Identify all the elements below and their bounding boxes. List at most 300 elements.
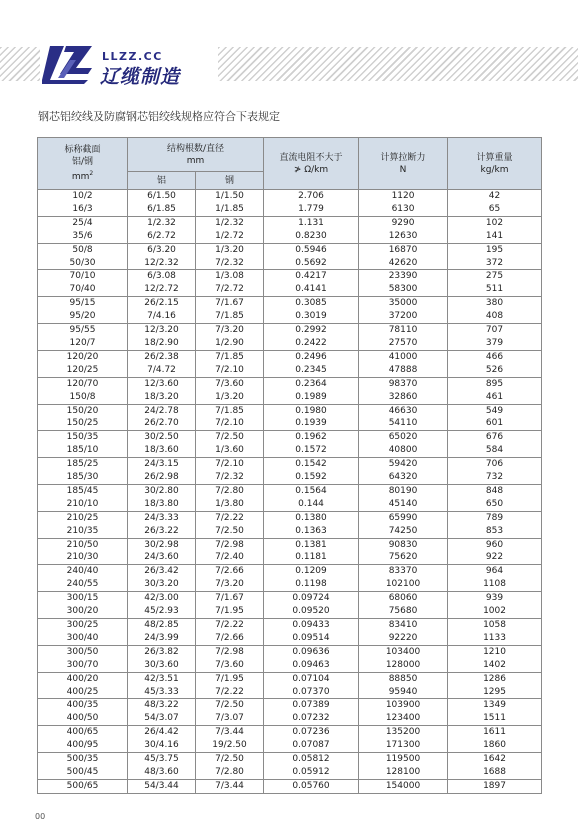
cell-section: 95/20 xyxy=(38,310,128,323)
cell-al-structure: 6/2.72 xyxy=(128,230,196,243)
cell-section: 210/30 xyxy=(38,551,128,564)
table-row xyxy=(38,324,542,337)
table-row xyxy=(38,645,542,658)
cell-steel-structure: 1/3.20 xyxy=(196,391,264,404)
table-row xyxy=(38,310,542,323)
cell-al-structure: 54/3.07 xyxy=(128,712,196,725)
cell-resistance: 0.1198 xyxy=(264,578,359,591)
cell-breaking-force: 42620 xyxy=(359,257,448,270)
table-row xyxy=(38,190,542,203)
header-weight xyxy=(448,138,542,190)
cell-section: 185/25 xyxy=(38,458,128,471)
cell-resistance: 0.8230 xyxy=(264,230,359,243)
cell-steel-structure: 7/2.32 xyxy=(196,257,264,270)
table-row xyxy=(38,283,542,296)
cell-breaking-force: 12630 xyxy=(359,230,448,243)
cell-resistance: 0.09520 xyxy=(264,605,359,618)
cell-steel-structure: 7/2.50 xyxy=(196,753,264,766)
cell-steel-structure: 7/1.85 xyxy=(196,350,264,363)
cell-breaking-force: 95940 xyxy=(359,686,448,699)
table-row xyxy=(38,511,542,524)
header-breaking-force xyxy=(359,138,448,190)
cell-section: 185/45 xyxy=(38,484,128,497)
specification-table xyxy=(37,137,542,794)
cell-breaking-force: 65990 xyxy=(359,511,448,524)
cell-section: 240/55 xyxy=(38,578,128,591)
cell-breaking-force: 83370 xyxy=(359,565,448,578)
cell-section: 300/25 xyxy=(38,619,128,632)
cell-steel-structure: 7/2.80 xyxy=(196,484,264,497)
cell-al-structure: 18/3.60 xyxy=(128,444,196,457)
header-weight-line2: kg/km xyxy=(480,164,509,175)
cell-weight: 141 xyxy=(448,230,542,243)
cell-section: 185/30 xyxy=(38,471,128,484)
cell-resistance: 0.05760 xyxy=(264,779,359,793)
cell-al-structure: 12/2.72 xyxy=(128,283,196,296)
cell-resistance: 0.4217 xyxy=(264,270,359,283)
table-row xyxy=(38,257,542,270)
cell-resistance: 0.3019 xyxy=(264,310,359,323)
cell-steel-structure: 7/1.67 xyxy=(196,297,264,310)
cell-steel-structure: 1/3.08 xyxy=(196,270,264,283)
cell-weight: 706 xyxy=(448,458,542,471)
table-row xyxy=(38,444,542,457)
header-structure-line1: 结构根数/直径 xyxy=(166,143,225,154)
table-row xyxy=(38,391,542,404)
cell-al-structure: 26/3.82 xyxy=(128,645,196,658)
cell-steel-structure: 7/3.44 xyxy=(196,779,264,793)
cell-al-structure: 24/3.60 xyxy=(128,551,196,564)
cell-resistance: 0.144 xyxy=(264,498,359,511)
cell-resistance: 0.07370 xyxy=(264,686,359,699)
cell-resistance: 0.1542 xyxy=(264,458,359,471)
cell-weight: 922 xyxy=(448,551,542,564)
table-row xyxy=(38,699,542,712)
cell-section: 70/40 xyxy=(38,283,128,296)
table-row xyxy=(38,216,542,229)
cell-weight: 379 xyxy=(448,337,542,350)
cell-steel-structure: 1/3.80 xyxy=(196,498,264,511)
cell-resistance: 0.3085 xyxy=(264,297,359,310)
cell-section: 240/40 xyxy=(38,565,128,578)
cell-al-structure: 24/3.15 xyxy=(128,458,196,471)
cell-weight: 848 xyxy=(448,484,542,497)
cell-al-structure: 26/3.22 xyxy=(128,525,196,538)
table-row xyxy=(38,377,542,390)
cell-weight: 1286 xyxy=(448,672,542,685)
cell-al-structure: 12/3.60 xyxy=(128,377,196,390)
cell-resistance: 0.2992 xyxy=(264,324,359,337)
table-row xyxy=(38,565,542,578)
logo-chinese-text: 辽缆制造 xyxy=(100,66,181,88)
table-header xyxy=(38,138,542,190)
cell-breaking-force: 90830 xyxy=(359,538,448,551)
cell-weight: 960 xyxy=(448,538,542,551)
cell-al-structure: 18/3.80 xyxy=(128,498,196,511)
header-section-unit-text: mm xyxy=(71,172,90,182)
cell-resistance: 0.09514 xyxy=(264,632,359,645)
table-row xyxy=(38,337,542,350)
cell-breaking-force: 54110 xyxy=(359,417,448,430)
cell-al-structure: 26/2.38 xyxy=(128,350,196,363)
cell-breaking-force: 88850 xyxy=(359,672,448,685)
cell-breaking-force: 128000 xyxy=(359,659,448,672)
cell-section: 120/70 xyxy=(38,377,128,390)
cell-steel-structure: 7/2.22 xyxy=(196,686,264,699)
cell-al-structure: 6/3.08 xyxy=(128,270,196,283)
header-structure-line2: mm xyxy=(186,155,205,166)
cell-section: 150/20 xyxy=(38,404,128,417)
cell-breaking-force: 75680 xyxy=(359,605,448,618)
cell-breaking-force: 27570 xyxy=(359,337,448,350)
cell-section: 210/10 xyxy=(38,498,128,511)
table-row xyxy=(38,471,542,484)
cell-steel-structure: 1/3.60 xyxy=(196,444,264,457)
table-row xyxy=(38,525,542,538)
cell-breaking-force: 46630 xyxy=(359,404,448,417)
table-row xyxy=(38,551,542,564)
cell-steel-structure: 7/3.20 xyxy=(196,324,264,337)
page-header xyxy=(0,0,578,100)
cell-section: 16/3 xyxy=(38,203,128,216)
cell-section: 95/55 xyxy=(38,324,128,337)
header-resistance-line1: 直流电阻不大于 xyxy=(279,152,343,163)
cell-steel-structure: 7/2.10 xyxy=(196,417,264,430)
cell-resistance: 0.4141 xyxy=(264,283,359,296)
cell-weight: 1210 xyxy=(448,645,542,658)
cell-steel-structure: 7/2.50 xyxy=(196,525,264,538)
cell-weight: 895 xyxy=(448,377,542,390)
cell-breaking-force: 23390 xyxy=(359,270,448,283)
cell-section: 400/35 xyxy=(38,699,128,712)
table-row xyxy=(38,726,542,739)
cell-breaking-force: 75620 xyxy=(359,551,448,564)
cell-weight: 1611 xyxy=(448,726,542,739)
cell-breaking-force: 102100 xyxy=(359,578,448,591)
cell-breaking-force: 98370 xyxy=(359,377,448,390)
cell-resistance: 0.1363 xyxy=(264,525,359,538)
cell-al-structure: 48/3.22 xyxy=(128,699,196,712)
table-row xyxy=(38,458,542,471)
table-row xyxy=(38,484,542,497)
header-structure xyxy=(128,138,264,172)
header-stripe-right xyxy=(218,47,578,81)
cell-section: 150/35 xyxy=(38,431,128,444)
cell-weight: 275 xyxy=(448,270,542,283)
cell-al-structure: 54/3.44 xyxy=(128,779,196,793)
cell-section: 300/50 xyxy=(38,645,128,658)
header-section-unit xyxy=(38,168,127,183)
cell-breaking-force: 9290 xyxy=(359,216,448,229)
cell-steel-structure: 7/1.67 xyxy=(196,592,264,605)
cell-al-structure: 26/4.42 xyxy=(128,726,196,739)
cell-resistance: 0.2364 xyxy=(264,377,359,390)
cell-steel-structure: 7/3.07 xyxy=(196,712,264,725)
cell-steel-structure: 19/2.50 xyxy=(196,739,264,752)
header-steel: 钢 xyxy=(196,172,264,190)
cell-weight: 584 xyxy=(448,444,542,457)
cell-al-structure: 30/3.20 xyxy=(128,578,196,591)
cell-al-structure: 6/3.20 xyxy=(128,243,196,256)
table-row xyxy=(38,578,542,591)
cell-steel-structure: 7/2.10 xyxy=(196,364,264,377)
cell-section: 150/8 xyxy=(38,391,128,404)
cell-al-structure: 30/3.60 xyxy=(128,659,196,672)
cell-weight: 650 xyxy=(448,498,542,511)
cell-resistance: 0.09724 xyxy=(264,592,359,605)
cell-al-structure: 42/3.00 xyxy=(128,592,196,605)
table-row xyxy=(38,538,542,551)
cell-weight: 65 xyxy=(448,203,542,216)
header-resistance-line2: ≯ Ω/km xyxy=(293,164,329,175)
cell-al-structure: 26/3.42 xyxy=(128,565,196,578)
cell-breaking-force: 47888 xyxy=(359,364,448,377)
cell-al-structure: 30/2.80 xyxy=(128,484,196,497)
cell-steel-structure: 7/2.10 xyxy=(196,458,264,471)
cell-al-structure: 7/4.72 xyxy=(128,364,196,377)
cell-steel-structure: 7/2.98 xyxy=(196,538,264,551)
cell-section: 500/65 xyxy=(38,779,128,793)
cell-weight: 1688 xyxy=(448,766,542,779)
cell-al-structure: 12/2.32 xyxy=(128,257,196,270)
cell-section: 185/10 xyxy=(38,444,128,457)
cell-resistance: 0.07389 xyxy=(264,699,359,712)
cell-breaking-force: 58300 xyxy=(359,283,448,296)
cell-breaking-force: 123400 xyxy=(359,712,448,725)
cell-al-structure: 26/2.70 xyxy=(128,417,196,430)
cell-steel-structure: 7/2.66 xyxy=(196,632,264,645)
cell-breaking-force: 103400 xyxy=(359,645,448,658)
table-row xyxy=(38,632,542,645)
cell-resistance: 0.09463 xyxy=(264,659,359,672)
table-row xyxy=(38,404,542,417)
cell-al-structure: 12/3.20 xyxy=(128,324,196,337)
cell-breaking-force: 45140 xyxy=(359,498,448,511)
cell-steel-structure: 1/2.90 xyxy=(196,337,264,350)
cell-resistance: 0.2496 xyxy=(264,350,359,363)
cell-weight: 1402 xyxy=(448,659,542,672)
cell-resistance: 0.09636 xyxy=(264,645,359,658)
cell-steel-structure: 7/2.66 xyxy=(196,565,264,578)
cell-al-structure: 45/2.93 xyxy=(128,605,196,618)
cell-resistance: 0.05812 xyxy=(264,753,359,766)
cell-steel-structure: 7/3.44 xyxy=(196,726,264,739)
cell-al-structure: 42/3.51 xyxy=(128,672,196,685)
cell-steel-structure: 7/2.80 xyxy=(196,766,264,779)
table-row xyxy=(38,672,542,685)
cell-al-structure: 6/1.85 xyxy=(128,203,196,216)
company-logo-icon xyxy=(40,40,100,86)
table-row xyxy=(38,686,542,699)
cell-al-structure: 7/4.16 xyxy=(128,310,196,323)
table-row xyxy=(38,270,542,283)
cell-resistance: 0.1572 xyxy=(264,444,359,457)
cell-weight: 380 xyxy=(448,297,542,310)
cell-resistance: 0.5946 xyxy=(264,243,359,256)
cell-resistance: 0.1564 xyxy=(264,484,359,497)
cell-section: 120/20 xyxy=(38,350,128,363)
cell-al-structure: 30/2.50 xyxy=(128,431,196,444)
cell-weight: 42 xyxy=(448,190,542,203)
cell-weight: 511 xyxy=(448,283,542,296)
cell-al-structure: 48/2.85 xyxy=(128,619,196,632)
cell-breaking-force: 80190 xyxy=(359,484,448,497)
cell-steel-structure: 7/2.50 xyxy=(196,431,264,444)
cell-section: 500/35 xyxy=(38,753,128,766)
cell-breaking-force: 119500 xyxy=(359,753,448,766)
cell-resistance: 0.1592 xyxy=(264,471,359,484)
cell-weight: 1108 xyxy=(448,578,542,591)
cell-resistance: 0.09433 xyxy=(264,619,359,632)
cell-resistance: 0.1181 xyxy=(264,551,359,564)
table-row xyxy=(38,498,542,511)
cell-al-structure: 6/1.50 xyxy=(128,190,196,203)
table-row xyxy=(38,712,542,725)
table-row xyxy=(38,230,542,243)
cell-al-structure: 30/4.16 xyxy=(128,739,196,752)
cell-weight: 526 xyxy=(448,364,542,377)
cell-al-structure: 24/3.33 xyxy=(128,511,196,524)
table-row xyxy=(38,297,542,310)
cell-section: 300/20 xyxy=(38,605,128,618)
cell-section: 210/25 xyxy=(38,511,128,524)
cell-resistance: 0.2345 xyxy=(264,364,359,377)
cell-section: 50/30 xyxy=(38,257,128,270)
cell-breaking-force: 16870 xyxy=(359,243,448,256)
table-row xyxy=(38,417,542,430)
cell-section: 400/95 xyxy=(38,739,128,752)
cell-weight: 707 xyxy=(448,324,542,337)
table-row xyxy=(38,364,542,377)
cell-weight: 549 xyxy=(448,404,542,417)
table-body xyxy=(38,190,542,794)
cell-section: 400/25 xyxy=(38,686,128,699)
table-row xyxy=(38,753,542,766)
cell-weight: 102 xyxy=(448,216,542,229)
cell-section: 50/8 xyxy=(38,243,128,256)
cell-breaking-force: 128100 xyxy=(359,766,448,779)
cell-al-structure: 24/2.78 xyxy=(128,404,196,417)
cell-steel-structure: 7/3.20 xyxy=(196,578,264,591)
cell-al-structure: 26/2.98 xyxy=(128,471,196,484)
table-row xyxy=(38,592,542,605)
cell-section: 300/40 xyxy=(38,632,128,645)
table-row xyxy=(38,350,542,363)
cell-breaking-force: 171300 xyxy=(359,739,448,752)
cell-breaking-force: 83410 xyxy=(359,619,448,632)
header-section-line1: 标称截面 xyxy=(64,145,101,155)
cell-al-structure: 30/2.98 xyxy=(128,538,196,551)
cell-section: 400/20 xyxy=(38,672,128,685)
cell-breaking-force: 6130 xyxy=(359,203,448,216)
cell-breaking-force: 40800 xyxy=(359,444,448,457)
cell-steel-structure: 1/1.50 xyxy=(196,190,264,203)
cell-breaking-force: 35000 xyxy=(359,297,448,310)
cell-resistance: 0.05912 xyxy=(264,766,359,779)
cell-section: 210/35 xyxy=(38,525,128,538)
cell-weight: 372 xyxy=(448,257,542,270)
header-weight-line1: 计算重量 xyxy=(476,152,513,163)
cell-section: 150/25 xyxy=(38,417,128,430)
cell-weight: 461 xyxy=(448,391,542,404)
cell-weight: 1058 xyxy=(448,619,542,632)
cell-breaking-force: 37200 xyxy=(359,310,448,323)
cell-section: 10/2 xyxy=(38,190,128,203)
cell-resistance: 1.779 xyxy=(264,203,359,216)
cell-steel-structure: 1/3.20 xyxy=(196,243,264,256)
table-row xyxy=(38,766,542,779)
logo-latin-text: LLZZ.CC xyxy=(102,50,163,63)
cell-steel-structure: 7/2.32 xyxy=(196,471,264,484)
cell-steel-structure: 7/1.95 xyxy=(196,605,264,618)
table-row xyxy=(38,779,542,793)
cell-weight: 964 xyxy=(448,565,542,578)
cell-resistance: 0.1209 xyxy=(264,565,359,578)
cell-steel-structure: 7/2.98 xyxy=(196,645,264,658)
cell-al-structure: 45/3.33 xyxy=(128,686,196,699)
cell-steel-structure: 7/2.40 xyxy=(196,551,264,564)
table-row xyxy=(38,659,542,672)
cell-resistance: 0.07232 xyxy=(264,712,359,725)
header-section-unit-sup: 2 xyxy=(89,170,94,177)
cell-resistance: 0.1381 xyxy=(264,538,359,551)
header-resistance xyxy=(264,138,359,190)
cell-steel-structure: 7/2.22 xyxy=(196,511,264,524)
table-row xyxy=(38,605,542,618)
cell-weight: 1642 xyxy=(448,753,542,766)
cell-weight: 1860 xyxy=(448,739,542,752)
cell-section: 300/15 xyxy=(38,592,128,605)
cell-resistance: 0.07236 xyxy=(264,726,359,739)
cell-breaking-force: 65020 xyxy=(359,431,448,444)
cell-breaking-force: 59420 xyxy=(359,458,448,471)
cell-section: 25/4 xyxy=(38,216,128,229)
cell-weight: 1349 xyxy=(448,699,542,712)
cell-weight: 1002 xyxy=(448,605,542,618)
table-row xyxy=(38,203,542,216)
cell-steel-structure: 7/2.72 xyxy=(196,283,264,296)
cell-steel-structure: 7/1.85 xyxy=(196,404,264,417)
cell-weight: 195 xyxy=(448,243,542,256)
cell-breaking-force: 74250 xyxy=(359,525,448,538)
table-row xyxy=(38,619,542,632)
cell-weight: 1295 xyxy=(448,686,542,699)
cell-breaking-force: 64320 xyxy=(359,471,448,484)
cell-steel-structure: 1/2.72 xyxy=(196,230,264,243)
header-breaking-line1: 计算拉断力 xyxy=(380,152,426,163)
cell-breaking-force: 154000 xyxy=(359,779,448,793)
cell-resistance: 0.1380 xyxy=(264,511,359,524)
cell-weight: 601 xyxy=(448,417,542,430)
cell-weight: 789 xyxy=(448,511,542,524)
cell-weight: 1511 xyxy=(448,712,542,725)
table-row xyxy=(38,739,542,752)
cell-section: 300/70 xyxy=(38,659,128,672)
cell-resistance: 2.706 xyxy=(264,190,359,203)
cell-resistance: 0.1989 xyxy=(264,391,359,404)
cell-al-structure: 24/3.99 xyxy=(128,632,196,645)
cell-section: 120/25 xyxy=(38,364,128,377)
cell-resistance: 0.1939 xyxy=(264,417,359,430)
cell-steel-structure: 1/1.85 xyxy=(196,203,264,216)
header-section-line2: 铝/钢 xyxy=(71,157,94,167)
cell-breaking-force: 41000 xyxy=(359,350,448,363)
cell-breaking-force: 135200 xyxy=(359,726,448,739)
cell-section: 500/45 xyxy=(38,766,128,779)
cell-weight: 1897 xyxy=(448,779,542,793)
cell-section: 120/7 xyxy=(38,337,128,350)
cell-al-structure: 45/3.75 xyxy=(128,753,196,766)
